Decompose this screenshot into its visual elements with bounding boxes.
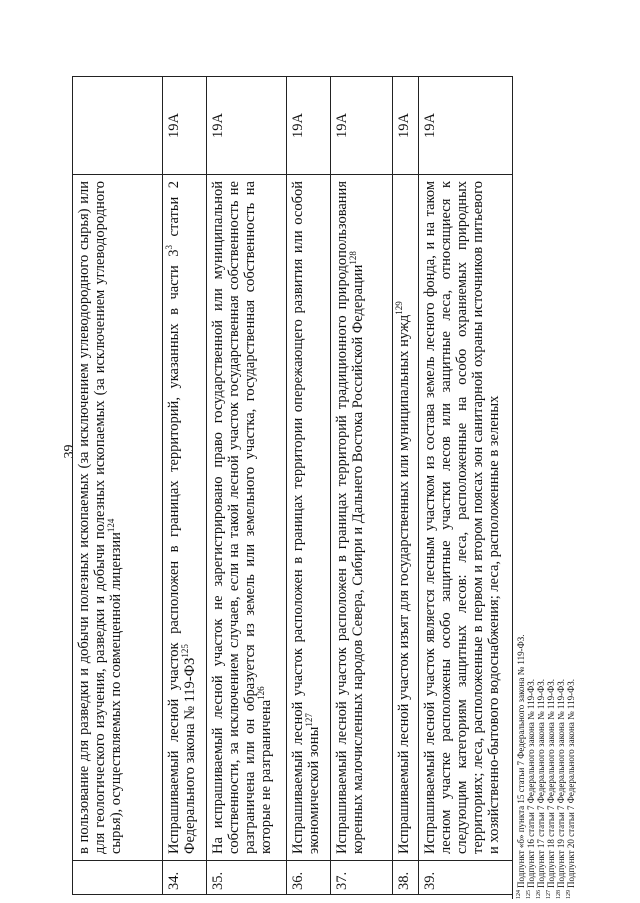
footnote: [536, 39, 546, 899]
footnote-ref: 127: [304, 713, 315, 727]
footnote-number: 127: [546, 890, 552, 899]
footnote-text: Подпункт «б» пункта 15 статьи 7 Федерального закона № 119-ФЗ.: [516, 634, 526, 888]
footnote-number: 128: [556, 890, 562, 899]
row-code: 19А: [207, 77, 287, 175]
row-text: [287, 175, 331, 861]
footnote: [546, 39, 556, 899]
row-text-tail: статьи 2 Федерального закона № 119-ФЗ: [166, 181, 198, 854]
row-text-body: в пользование для разведки и добычи полезных ископаемых (за исключением углеводородного сырья) или для геологического изучения, разведки и добычи полезных ископаемых (за исключением углеводородного сырья), осуществляемых по совмещенной лицензии: [76, 181, 124, 854]
row-number: 34.: [163, 861, 207, 895]
row-code: 19А: [331, 77, 393, 175]
row-number: 35.: [207, 861, 287, 895]
footnote: [566, 39, 576, 899]
footnote-ref: 125: [180, 644, 191, 658]
footnote-text: Подпункт 19 статьи 7 Федерального закона № 119-ФЗ.: [556, 679, 566, 888]
row-text-body: Испрашиваемый лесной участок расположен в границах территорий, указанных в части 3: [166, 249, 182, 854]
row-code: 19А: [163, 77, 207, 175]
row-text: [331, 175, 393, 861]
row-number: 39.: [419, 861, 513, 895]
footnote-ref: 124: [106, 518, 117, 533]
row-number: 36.: [287, 861, 331, 895]
row-text-body: Испрашиваемый лесной участок расположен в границах территории опережающего развития или особой экономической зоны: [290, 181, 322, 854]
table-row: [393, 77, 419, 895]
row-text: [207, 175, 287, 861]
row-code: [73, 77, 163, 175]
footnote-ref: 129: [394, 301, 405, 315]
table-row: [287, 77, 331, 895]
table-row: [207, 77, 287, 895]
row-code: 19А: [419, 77, 513, 175]
requirements-table: [72, 76, 513, 895]
footnote: [556, 39, 566, 899]
footnote-number: 125: [526, 890, 532, 899]
row-text-body: Испрашиваемый лесной участок расположен в границах территорий традиционного природопользования коренных малочисленных народов Севера, Сибири и Дальнего Востока Российской Федерации: [334, 181, 366, 854]
footnote-ref: 126: [256, 686, 267, 700]
table-row: [73, 77, 163, 895]
footnote-number: 124: [516, 890, 522, 899]
footnote-text: Подпункт 18 статьи 7 Федерального закона № 119-ФЗ.: [546, 679, 556, 888]
footnote: [516, 39, 526, 899]
footnote-number: 129: [566, 890, 572, 899]
row-text: [419, 175, 513, 861]
page-number: 39: [62, 444, 77, 459]
footnote-text: Подпункт 16 статьи 7 Федерального закона № 119-ФЗ.: [526, 679, 536, 888]
row-text-body: Испрашиваемый лесной участок является лесным участком из состава земель лесного фонда, и на таком лесном участке расположены особо защитные участки лесов или защитные леса, относящиеся к следующим категориям защитных лесов: леса, расположенные на особо охраняемых природных территориях; леса, расположенные в первом и втором поясах зон санитарной охраны источников питьевого и хозяйственно-бытового водоснабжения; леса, расположенные в зеленых: [422, 181, 502, 854]
footnote-text: Подпункт 20 статьи 7 Федерального закона № 119-ФЗ.: [566, 679, 576, 888]
footnote: [526, 39, 536, 899]
table-row: [163, 77, 207, 895]
table-row: [419, 77, 513, 895]
row-text-body: Испрашиваемый лесной участок изъят для государственных или муниципальных нужд: [396, 314, 412, 854]
row-text: [163, 175, 207, 861]
row-number: [73, 861, 163, 895]
footnote-divider: [512, 719, 513, 899]
footnotes: [516, 39, 576, 899]
row-text-body: На испрашиваемый лесной участок не зарегистрировано право государственной или муниципальной собственности, за исключением случаев, если на такой лесной участок государственная собственность не разграничена или он образуется из земель или земельного участка, государственная собственность на которые не разграничена: [210, 181, 274, 854]
row-number: 37.: [331, 861, 393, 895]
footnote-ref: 128: [348, 251, 359, 265]
footnote-number: 126: [536, 890, 542, 899]
row-text: [393, 175, 419, 861]
part-superscript: 3: [164, 245, 175, 250]
footnote-text: Подпункт 17 статьи 7 Федерального закона № 119-ФЗ.: [536, 679, 546, 888]
table-row: [331, 77, 393, 895]
row-number: 38.: [393, 861, 419, 895]
row-code: 19А: [287, 77, 331, 175]
row-text: [73, 175, 163, 861]
row-code: 19А: [393, 77, 419, 175]
